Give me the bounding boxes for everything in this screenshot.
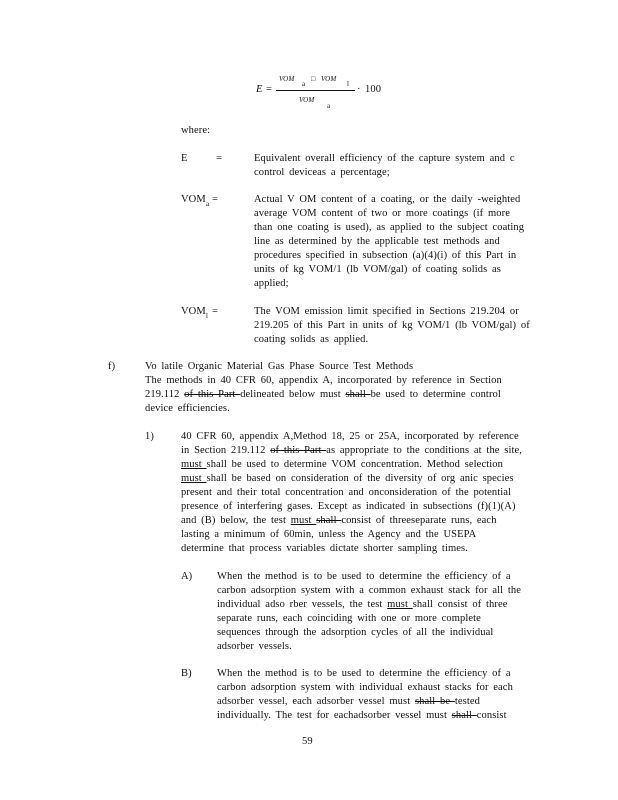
text-run: consist xyxy=(476,710,507,721)
item-line xyxy=(181,444,522,458)
struck-text: shall xyxy=(345,389,371,400)
text-run: individual adso rber vessels, the test xyxy=(217,599,388,610)
definition-line: units of kg VOM/1 (lb VOM/gal) of coating solids as xyxy=(254,264,501,275)
text-run: as appropriate to the conditions at the site, xyxy=(326,445,522,456)
section-line: device efficiencies. xyxy=(145,403,230,414)
definition-line: than one coating is used), as applied to the subject coating xyxy=(254,222,525,233)
item-line: determine that process variables dictate shorter sampling times. xyxy=(181,543,468,554)
text-run: shall consist of three xyxy=(412,599,508,610)
item-line xyxy=(181,458,503,472)
eq-den-sub: a xyxy=(327,102,331,110)
definition-line: average VOM content of two or more coatings (if more xyxy=(254,208,510,219)
struck-text: of this Part xyxy=(184,389,241,400)
text-run: and (B) below, the test xyxy=(181,515,291,526)
definition-line: coating solids as applied. xyxy=(254,334,369,345)
definition-line: procedures specified in subsection (a)(4)(i) of this Part in xyxy=(254,250,517,261)
item-line xyxy=(181,514,497,528)
text-run: individually. The test for eachadsorber vessel must xyxy=(217,710,452,721)
definition-line: Actual V OM content of a coating, or the daily -weighted xyxy=(254,194,521,205)
definition-sep: = xyxy=(212,306,219,317)
item-label: A) xyxy=(181,571,193,582)
definition-term-sub: a xyxy=(206,200,210,208)
item-line xyxy=(217,709,507,723)
page-number: 59 xyxy=(302,736,313,747)
section-heading: Vo latile Organic Material Gas Phase Source Test Methods xyxy=(145,361,414,372)
struck-text: shall xyxy=(451,710,477,721)
item-line: carbon adsorption system with individual exhaust stacks for each xyxy=(217,682,513,693)
item-line: sequences through the adsorption cycles of all the individual xyxy=(217,627,494,638)
item-line: When the method is to be used to determine the efficiency of a xyxy=(217,668,511,679)
definition-line: The VOM emission limit specified in Sections 219.204 or xyxy=(254,306,519,317)
definition-term: VOM xyxy=(181,306,206,317)
eq-times: · xyxy=(357,84,361,95)
definition-sep: = xyxy=(212,194,219,205)
definition-sep: = xyxy=(216,153,223,164)
text-run: delineated below must xyxy=(240,389,346,400)
underlined-text: must xyxy=(181,459,207,470)
where-label: where: xyxy=(181,125,211,136)
item-line: carbon adsorption system with a common exhaust stack for all the xyxy=(217,585,521,596)
item-line: 40 CFR 60, appendix A,Method 18, 25 or 25A, incorporated by reference xyxy=(181,431,519,442)
eq-num-b: VOM xyxy=(321,75,337,83)
eq-lhs: E xyxy=(256,84,263,95)
underlined-text: must xyxy=(387,599,413,610)
text-run: consist of threeseparate runs, each xyxy=(341,515,497,526)
eq-factor: 100 xyxy=(365,84,382,95)
eq-num-b-sub: l xyxy=(347,80,350,88)
eq-minus-box: □ xyxy=(311,75,316,83)
item-line: separate runs, each coinciding with one or more complete xyxy=(217,613,481,624)
text-run: adsorber vessel, each adsorber vessel must xyxy=(217,696,415,707)
item-line: present and their total concentration and onconsideration of the potential xyxy=(181,487,512,498)
item-line xyxy=(181,472,514,486)
underlined-text: must xyxy=(290,515,317,526)
definition-line: 219.205 of this Part in units of kg VOM/1 (lb VOM/gal) of xyxy=(254,320,530,331)
item-line: lasting a minimum of 60min, unless the Agency and the USEPA xyxy=(181,529,477,540)
text-run: shall be based on consideration of the diversity of org anic species xyxy=(206,473,514,484)
item-line: When the method is to be used to determine the efficiency of a xyxy=(217,571,511,582)
struck-text: shall xyxy=(316,515,342,526)
definition-term: E xyxy=(181,153,188,164)
text-run: in Section 219.112 xyxy=(181,445,271,456)
item-line: adsorber vessels. xyxy=(217,641,292,652)
section-label: f) xyxy=(108,361,116,372)
eq-num-a: VOM xyxy=(279,75,295,83)
definition-line: control deviceas a percentage; xyxy=(254,167,390,178)
eq-num-a-sub: a xyxy=(302,80,306,88)
underlined-text: must xyxy=(181,473,207,484)
text-run: shall be used to determine VOM concentration. Method selection xyxy=(206,459,503,470)
text-run: be used to determine control xyxy=(370,389,501,400)
eq-den: VOM xyxy=(299,96,315,104)
definition-line: applied; xyxy=(254,278,289,289)
item-line: presence of interfering gases. Except as indicated in subsections (f)(1)(A) xyxy=(181,501,516,512)
item-label: 1) xyxy=(145,431,154,442)
section-line: The methods in 40 CFR 60, appendix A, incorporated by reference in Section xyxy=(145,375,502,386)
struck-text: shall be xyxy=(414,696,455,707)
item-line xyxy=(217,695,480,709)
item-line xyxy=(217,598,508,612)
struck-text: of this Part xyxy=(270,445,327,456)
definition-term: VOM xyxy=(181,194,206,205)
section-line xyxy=(145,388,501,402)
item-label: B) xyxy=(181,668,192,679)
definition-line: Equivalent overall efficiency of the capture system and c xyxy=(254,153,515,164)
text-run: 219.112 xyxy=(145,389,185,400)
eq-equals: = xyxy=(266,84,273,95)
definition-line: line as determined by the applicable test methods and xyxy=(254,236,500,247)
text-run: tested xyxy=(454,696,480,707)
eq-fraction-bar xyxy=(276,90,355,91)
definition-term-sub: l xyxy=(206,312,209,320)
